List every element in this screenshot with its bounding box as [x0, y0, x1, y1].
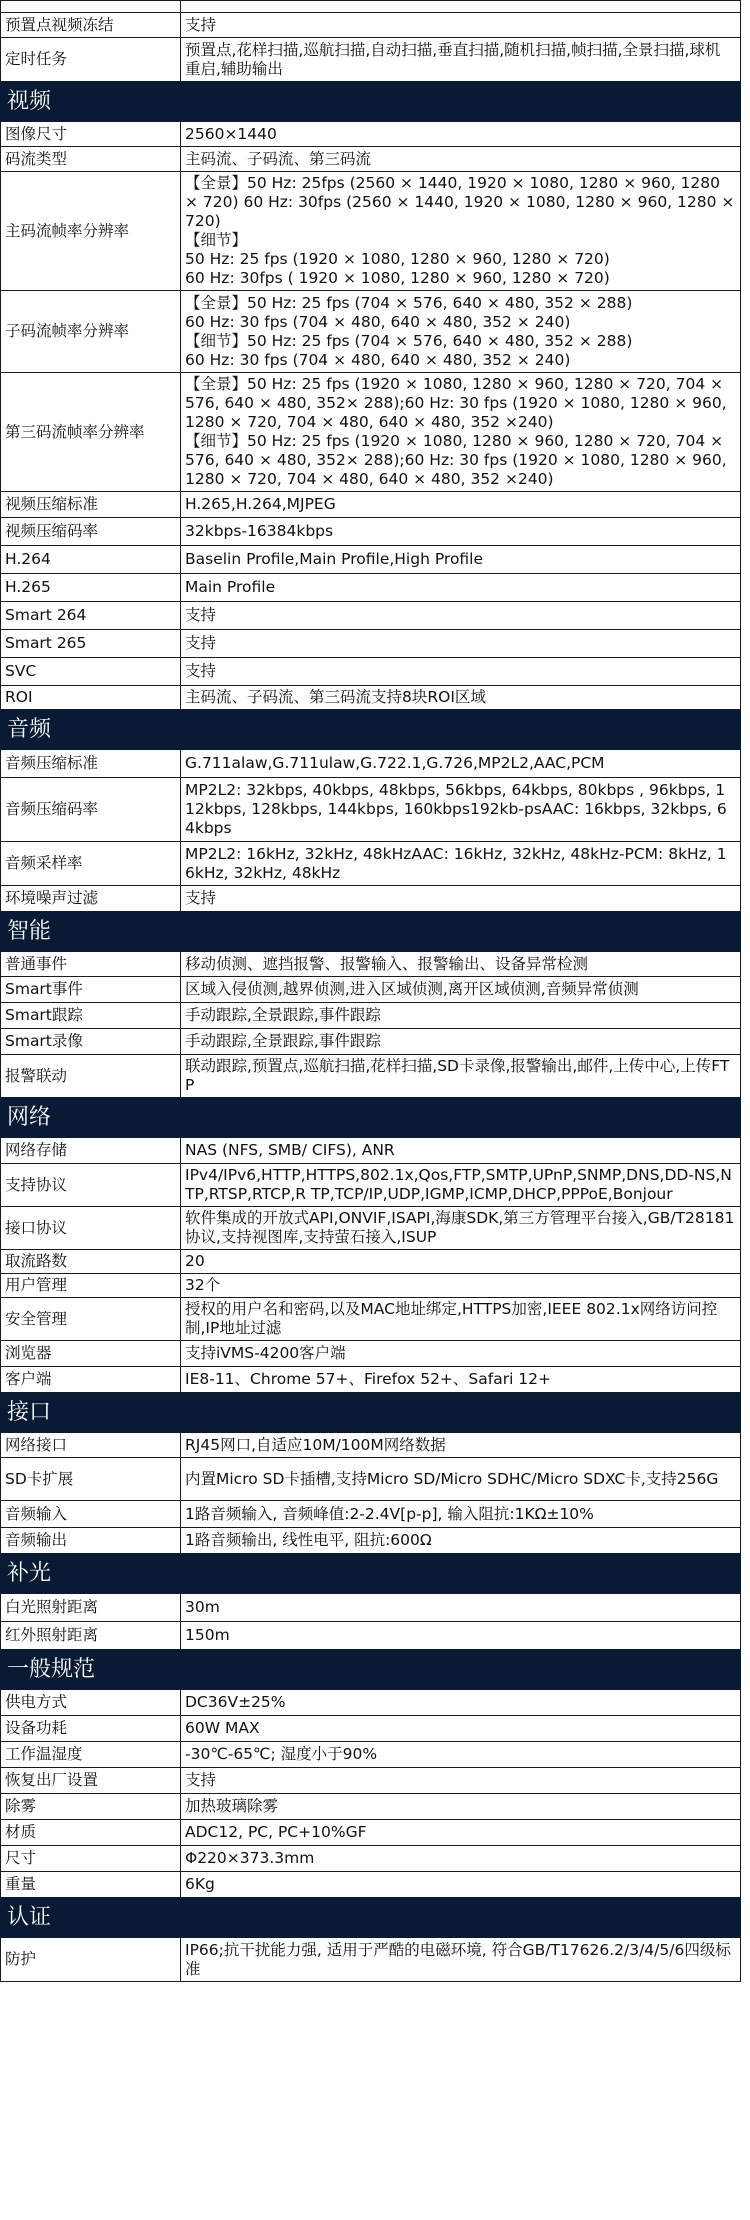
spec-value: 支持iVMS-4200客户端 [181, 1341, 741, 1367]
spec-value: 支持 [181, 13, 741, 38]
spec-row [1, 1341, 741, 1367]
spec-value: 预置点,花样扫描,巡航扫描,自动扫描,垂直扫描,随机扫描,帧扫描,全景扫描,球机重启,辅助输出 [181, 38, 741, 82]
spec-value: 1路音频输入, 音频峰值:2-2.4V[p-p], 输入阻抗:1KΩ±10% [181, 1501, 741, 1528]
spec-row [1, 1055, 741, 1098]
section-title: 认证 [1, 1898, 741, 1938]
spec-row [1, 291, 741, 373]
spec-value: 支持 [181, 630, 741, 658]
spec-label: SD卡扩展 [1, 1458, 181, 1501]
section-title: 网络 [1, 1098, 741, 1138]
spec-label: 红外照射距离 [1, 1622, 181, 1650]
spec-row [1, 1528, 741, 1554]
section-title: 音频 [1, 710, 741, 750]
section-header [1, 1898, 741, 1938]
spec-value: 内置Micro SD卡插槽,支持Micro SD/Micro SDHC/Micro SDXC卡,支持256G [181, 1458, 741, 1501]
spec-label: 白光照射距离 [1, 1594, 181, 1622]
spec-row [1, 1690, 741, 1716]
spec-label: 取流路数 [1, 1250, 181, 1274]
spec-label: 第三码流帧率分辨率 [1, 373, 181, 492]
spec-label: 环境噪声过滤 [1, 886, 181, 912]
spec-row [1, 373, 741, 492]
spec-value: IP66;抗干扰能力强, 适用于严酷的电磁环境, 符合GB/T17626.2/3/4/5/6四级标准 [181, 1938, 741, 1982]
spec-label: Smart 264 [1, 602, 181, 630]
spec-row [1, 686, 741, 710]
spec-label: 网络存储 [1, 1138, 181, 1164]
spec-row [1, 492, 741, 518]
section-header [1, 1650, 741, 1690]
spec-label: 音频压缩标准 [1, 750, 181, 778]
spec-label: H.264 [1, 546, 181, 574]
spec-value: 授权的用户名和密码,以及MAC地址绑定,HTTPS加密,IEEE 802.1x网络访问控制,IP地址过滤 [181, 1298, 741, 1341]
spec-row [1, 1501, 741, 1528]
spec-row [1, 1938, 741, 1982]
spec-row [1, 1003, 741, 1029]
spec-label: 设备功耗 [1, 1716, 181, 1742]
spec-value: 手动跟踪,全景跟踪,事件跟踪 [181, 1029, 741, 1055]
spec-value: IE8-11、Chrome 57+、Firefox 52+、Safari 12+ [181, 1367, 741, 1393]
spec-value: 支持 [181, 602, 741, 630]
spec-label: 音频输出 [1, 1528, 181, 1554]
spec-row [1, 977, 741, 1003]
spec-value: Baselin Profile,Main Profile,High Profile [181, 546, 741, 574]
spec-value: NAS (NFS, SMB/ CIFS), ANR [181, 1138, 741, 1164]
spec-label: 重量 [1, 1872, 181, 1898]
spec-label: SVC [1, 658, 181, 686]
spec-label: H.265 [1, 574, 181, 602]
spec-row [1, 13, 741, 38]
spec-value: DC36V±25% [181, 1690, 741, 1716]
spec-label: 除雾 [1, 1794, 181, 1820]
spec-label: 客户端 [1, 1367, 181, 1393]
section-title: 补光 [1, 1554, 741, 1594]
spec-row [1, 546, 741, 574]
spec-label: 音频输入 [1, 1501, 181, 1528]
spec-row [1, 750, 741, 778]
spec-value: 移动侦测、遮挡报警、报警输入、报警输出、设备异常检测 [181, 952, 741, 977]
spec-row [1, 1250, 741, 1274]
section-title: 一般规范 [1, 1650, 741, 1690]
spec-value: 加热玻璃除雾 [181, 1794, 741, 1820]
spec-label: 支持协议 [1, 1164, 181, 1207]
spec-label: 图像尺寸 [1, 122, 181, 147]
spec-value: 主码流、子码流、第三码流 [181, 147, 741, 172]
spec-row [1, 1846, 741, 1872]
spec-row [1, 1872, 741, 1898]
spec-value: H.265,H.264,MJPEG [181, 492, 741, 518]
spec-value: IPv4/IPv6,HTTP,HTTPS,802.1x,Qos,FTP,SMTP,UPnP,SNMP,DNS,DD-NS,NTP,RTSP,RTCP,R TP,TCP/IP,UDP,IGMP,ICMP,DHCP,PPPoE,Bonjour [181, 1164, 741, 1207]
section-header [1, 912, 741, 952]
spec-label: 视频压缩标准 [1, 492, 181, 518]
spec-label: 主码流帧率分辨率 [1, 172, 181, 291]
spec-row [1, 842, 741, 886]
spec-label: 工作温湿度 [1, 1742, 181, 1768]
spec-value: 150m [181, 1622, 741, 1650]
spec-value: Main Profile [181, 574, 741, 602]
spec-row [1, 1, 741, 13]
spec-label: Smart录像 [1, 1029, 181, 1055]
spec-row [1, 1029, 741, 1055]
section-header [1, 1393, 741, 1433]
spec-row [1, 1458, 741, 1501]
spec-row [1, 1594, 741, 1622]
spec-label: 接口协议 [1, 1207, 181, 1250]
spec-row [1, 172, 741, 291]
spec-label: 网络接口 [1, 1433, 181, 1458]
spec-value: 区域入侵侦测,越界侦测,进入区域侦测,离开区域侦测,音频异常侦测 [181, 977, 741, 1003]
spec-value: G.711alaw,G.711ulaw,G.722.1,G.726,MP2L2,AAC,PCM [181, 750, 741, 778]
spec-row [1, 122, 741, 147]
spec-label: 用户管理 [1, 1274, 181, 1298]
spec-row [1, 630, 741, 658]
spec-row [1, 886, 741, 912]
spec-value: 32个 [181, 1274, 741, 1298]
spec-value: 手动跟踪,全景跟踪,事件跟踪 [181, 1003, 741, 1029]
spec-value: 20 [181, 1250, 741, 1274]
spec-value: 1路音频输出, 线性电平, 阻抗:600Ω [181, 1528, 741, 1554]
spec-row [1, 147, 741, 172]
spec-row [1, 952, 741, 977]
spec-value: ADC12, PC, PC+10%GF [181, 1820, 741, 1846]
spec-row [1, 1138, 741, 1164]
spec-row [1, 1367, 741, 1393]
section-header [1, 82, 741, 122]
spec-value: MP2L2: 16kHz, 32kHz, 48kHzAAC: 16kHz, 32kHz, 48kHz-PCM: 8kHz, 16kHz, 32kHz, 48kHz [181, 842, 741, 886]
section-header [1, 710, 741, 750]
spec-label: 浏览器 [1, 1341, 181, 1367]
spec-value: 2560×1440 [181, 122, 741, 147]
spec-row [1, 1274, 741, 1298]
spec-row [1, 602, 741, 630]
spec-row [1, 1433, 741, 1458]
spec-label: Smart跟踪 [1, 1003, 181, 1029]
spec-row [1, 1207, 741, 1250]
spec-label: 定时任务 [1, 38, 181, 82]
spec-value: 【全景】50 Hz: 25 fps (704 × 576, 640 × 480, 352 × 288) 60 Hz: 30 fps (704 × 480, 640 × 480, 352 × 240) 【细节】50 Hz: 25 fps (704 × 576, 640 × 480, 352 × 288) 60 Hz: 30 fps (704 × 480, 640 × 480, 352 × 240) [181, 291, 741, 373]
spec-label: 码流类型 [1, 147, 181, 172]
spec-value: -30℃-65℃; 湿度小于90% [181, 1742, 741, 1768]
spec-table-body [1, 1, 741, 1982]
spec-label: 报警联动 [1, 1055, 181, 1098]
spec-value: 主码流、子码流、第三码流支持8块ROI区域 [181, 686, 741, 710]
spec-label: 防护 [1, 1938, 181, 1982]
spec-row [1, 1298, 741, 1341]
spec-row [1, 1716, 741, 1742]
spec-label: 尺寸 [1, 1846, 181, 1872]
spec-label: 音频采样率 [1, 842, 181, 886]
spec-row [1, 1768, 741, 1794]
section-title: 视频 [1, 82, 741, 122]
spec-value: RJ45网口,自适应10M/100M网络数据 [181, 1433, 741, 1458]
spec-row [1, 518, 741, 546]
spec-row [1, 1742, 741, 1768]
spec-value [181, 1, 741, 13]
spec-label: 预置点视频冻结 [1, 13, 181, 38]
spec-value: MP2L2: 32kbps, 40kbps, 48kbps, 56kbps, 64kbps, 80kbps , 96kbps, 112kbps, 128kbps, 144kbps, 160kbps192kb-psAAC: 16kbps, 32kbps, 64kbps [181, 778, 741, 842]
spec-value: 【全景】50 Hz: 25fps (2560 × 1440, 1920 × 1080, 1280 × 960, 1280 × 720) 60 Hz: 30fps (2560 × 1440, 1920 × 1080, 1280 × 960, 1280 × 720) 【细节】 50 Hz: 25 fps (1920 × 1080, 1280 × 960, 1280 × 720) 60 Hz: 30fps ( 1920 × 1080, 1280 × 960, 1280 × 720) [181, 172, 741, 291]
spec-row [1, 778, 741, 842]
spec-label: 材质 [1, 1820, 181, 1846]
spec-row [1, 658, 741, 686]
spec-value: 支持 [181, 1768, 741, 1794]
spec-value: 【全景】50 Hz: 25 fps (1920 × 1080, 1280 × 960, 1280 × 720, 704 × 576, 640 × 480, 352× 288);60 Hz: 30 fps (1920 × 1080, 1280 × 960, 1280 × 720, 704 × 480, 640 × 480, 352 ×240) 【细节】50 Hz: 25 fps (1920 × 1080, 1280 × 960, 1280 × 720, 704 × 576, 640 × 480, 352× 288);60 Hz: 30 fps (1920 × 1080, 1280 × 960, 1280 × 720, 704 × 480, 640 × 480, 352 ×240) [181, 373, 741, 492]
spec-row [1, 1622, 741, 1650]
spec-label: 恢复出厂设置 [1, 1768, 181, 1794]
spec-row [1, 38, 741, 82]
spec-label: 视频压缩码率 [1, 518, 181, 546]
spec-label: ROI [1, 686, 181, 710]
spec-value: 60W MAX [181, 1716, 741, 1742]
spec-label: 音频压缩码率 [1, 778, 181, 842]
spec-row [1, 1794, 741, 1820]
spec-value: 支持 [181, 886, 741, 912]
section-title: 智能 [1, 912, 741, 952]
spec-label: 子码流帧率分辨率 [1, 291, 181, 373]
section-header [1, 1098, 741, 1138]
spec-label: 普通事件 [1, 952, 181, 977]
section-title: 接口 [1, 1393, 741, 1433]
spec-row [1, 1820, 741, 1846]
spec-value: 6Kg [181, 1872, 741, 1898]
spec-value: 32kbps-16384kbps [181, 518, 741, 546]
spec-label [1, 1, 181, 13]
spec-row [1, 574, 741, 602]
section-header [1, 1554, 741, 1594]
spec-row [1, 1164, 741, 1207]
spec-value: 30m [181, 1594, 741, 1622]
spec-label: 安全管理 [1, 1298, 181, 1341]
spec-value: Φ220×373.3mm [181, 1846, 741, 1872]
spec-label: Smart 265 [1, 630, 181, 658]
spec-label: Smart事件 [1, 977, 181, 1003]
spec-value: 联动跟踪,预置点,巡航扫描,花样扫描,SD卡录像,报警输出,邮件,上传中心,上传FTP [181, 1055, 741, 1098]
spec-label: 供电方式 [1, 1690, 181, 1716]
spec-value: 软件集成的开放式API,ONVIF,ISAPI,海康SDK,第三方管理平台接入,GB/T28181协议,支持视图库,支持萤石接入,ISUP [181, 1207, 741, 1250]
spec-value: 支持 [181, 658, 741, 686]
